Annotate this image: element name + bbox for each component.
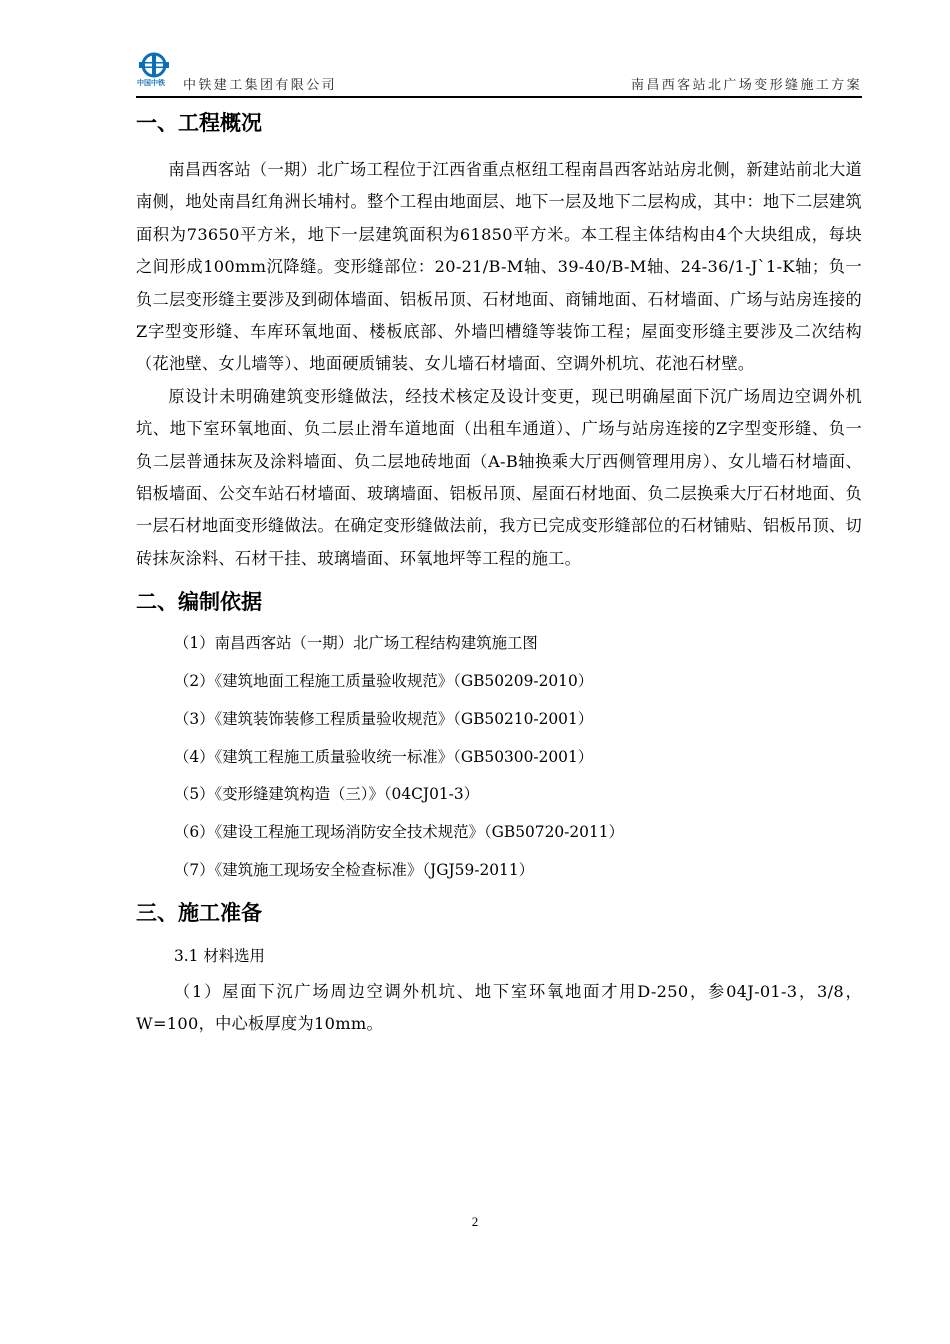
document-body: [136, 106, 862, 1041]
page-header: [136, 48, 862, 94]
company-name: 中铁建工集团有限公司: [183, 78, 338, 93]
section-3-paragraph-1: [136, 976, 862, 1041]
logo-emblem-icon: [136, 52, 172, 78]
section-1-paragraph-2: 原设计未明确建筑变形缝做法，经技术核定及设计变更，现已明确屋面下沉广场周边空调外机坑、地下室环氧地面、负二层止滑车道地面（出租车通道）、广场与站房连接的Z字型变形缝、负一负二层普通抹灰及涂料墙面、负二层地砖地面（A-B轴换乘大厅西侧管理用房）、女儿墙石材墙面、铝板墙面、公交车站石材墙面、玻璃墙面、铝板吊顶、屋面石材地面、负二层换乘大厅石材地面、负一层石材地面变形缝做法。在确定变形缝做法前，我方已完成变形缝部位的石材铺贴、铝板吊顶、切砖抹灰涂料、石材干挂、玻璃墙面、环氧地坪等工程的施工。: [136, 386, 862, 568]
document-title: 南昌西客站北广场变形缝施工方案: [630, 78, 862, 93]
page-number: 2: [471, 1214, 479, 1229]
section-1-paragraph-1: 南昌西客站（一期）北广场工程位于江西省重点枢纽工程南昌西客站站房北侧，新建站前北大道南侧，地处南昌红角洲长埔村。整个工程由地面层、地下一层及地下二层构成，其中：地下二层建筑面积为73650平方米，地下一层建筑面积为61850平方米。本工程主体结构由4个大块组成，每块之间形成100mm沉降缝。变形缝部位：20-21/B-M轴、39-40/B-M轴、24-36/1-J`1-K轴；负一负二层变形缝主要涉及到砌体墙面、铝板吊顶、石材地面、商铺地面、石材墙面、广场与站房连接的Z字型变形缝、车库环氧地面、楼板底部、外墙凹槽缝等装饰工程；屋面变形缝主要涉及二次结构（花池壁、女儿墙等）、地面硬质铺装、女儿墙石材墙面、空调外机坑、花池石材壁。: [136, 160, 862, 374]
reference-item: （3）《建筑装饰装修工程质量验收规范》（GB50210-2001）: [174, 709, 594, 728]
reference-item: （2）《建筑地面工程施工质量验收规范》（GB50209-2010）: [174, 672, 594, 691]
section-3-paragraph-text: （1）屋面下沉广场周边空调外机坑、地下室环氧地面才用D-250，参04J-01-3，3/8，W=100，中心板厚度为10mm。: [136, 981, 862, 1034]
reference-item: （4）《建筑工程施工质量验收统一标准》（GB50300-2001）: [174, 747, 594, 766]
section-3-heading: 三、施工准备: [136, 900, 262, 925]
header-rule: [136, 96, 862, 98]
reference-item: （1）南昌西客站（一期）北广场工程结构建筑施工图: [174, 634, 538, 653]
reference-list: [136, 625, 862, 890]
reference-item: （6）《建设工程施工现场消防安全技术规范》（GB50720-2011）: [174, 823, 624, 842]
reference-item: （5）《变形缝建筑构造（三）》（04CJ01-3）: [174, 785, 480, 804]
section-2-heading: 二、编制依据: [136, 590, 262, 615]
section-1-heading: 一、工程概况: [136, 111, 262, 135]
reference-item: （7）《建筑施工现场安全检查标准》（JGJ59-2011）: [174, 861, 535, 880]
company-logo: [136, 52, 172, 92]
logo-text: 中国中铁: [137, 79, 165, 87]
subsection-heading: 3.1 材料选用: [174, 946, 265, 965]
